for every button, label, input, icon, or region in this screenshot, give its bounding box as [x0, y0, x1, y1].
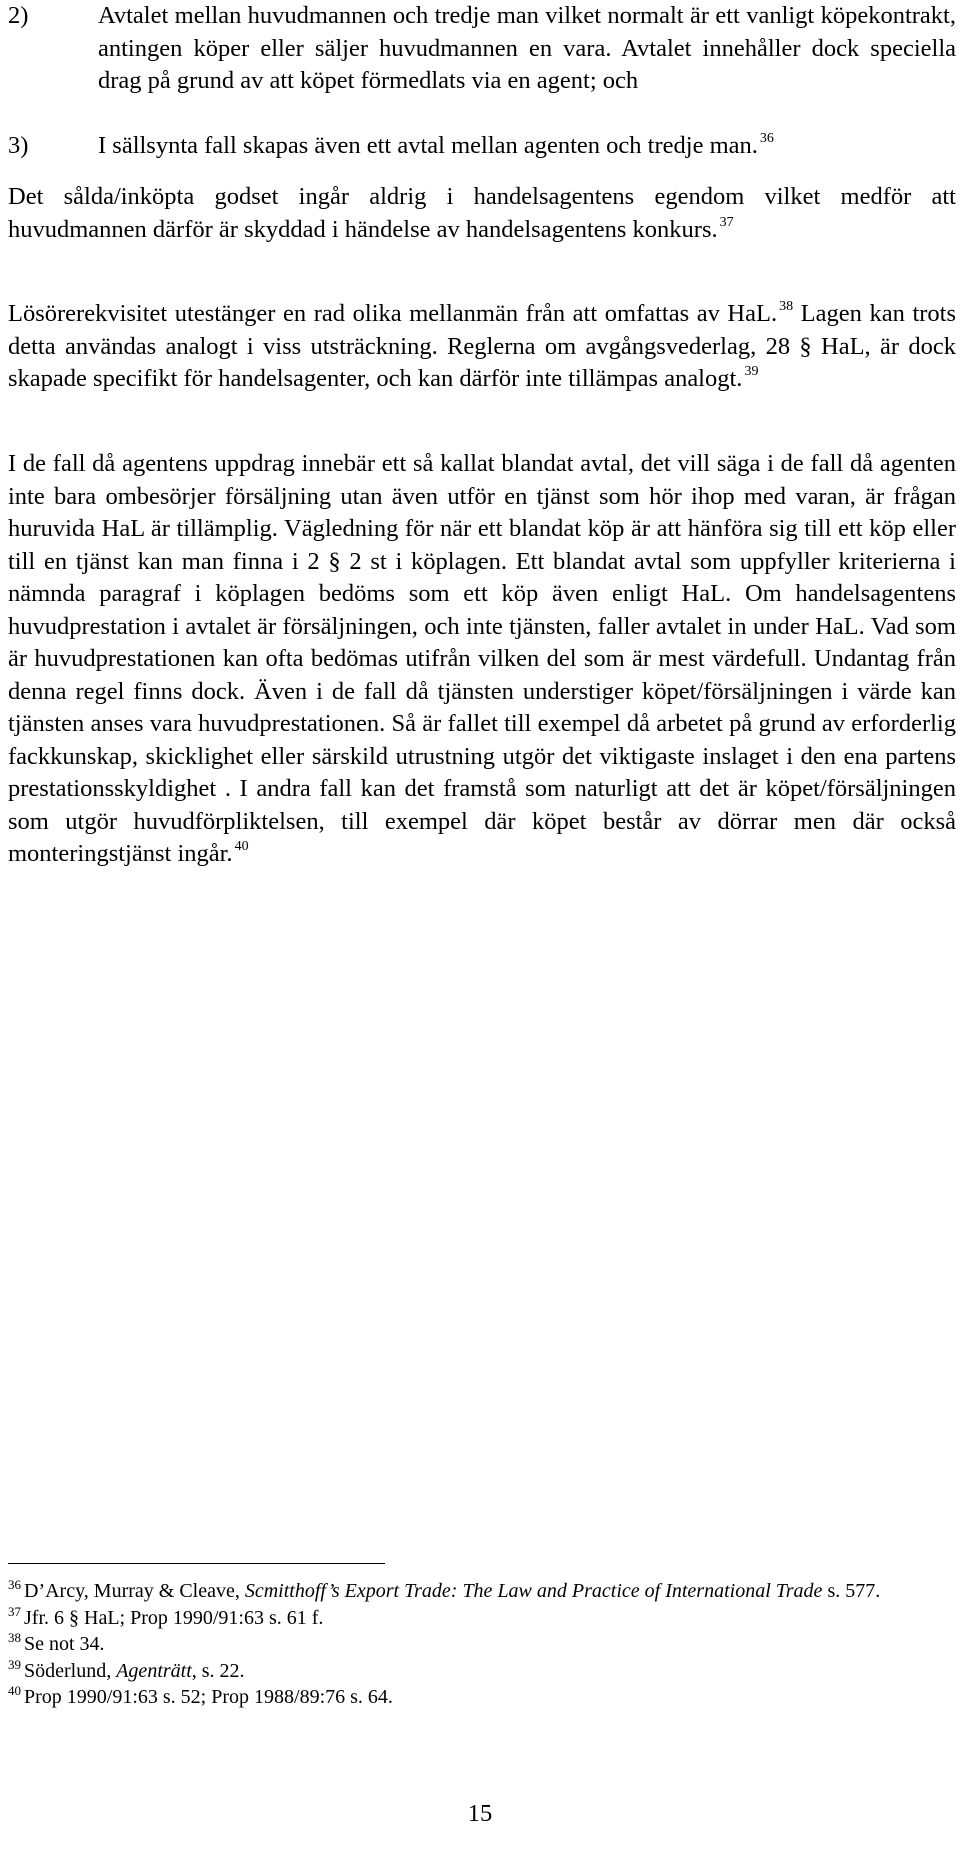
footnote-ref[interactable]: 40: [234, 839, 249, 854]
footnote-number: 36: [8, 1577, 21, 1592]
footnote-number: 40: [8, 1683, 21, 1698]
footnote-text: D’Arcy, Murray & Cleave,: [24, 1580, 245, 1602]
footnote-title: Agenträtt: [116, 1659, 192, 1682]
footnote-number: 39: [8, 1656, 21, 1672]
footnote-36: [8, 1578, 948, 1605]
footnote-separator: [8, 1563, 385, 1564]
footnote-number: 38: [8, 1630, 21, 1645]
paragraph-text: Det sålda/inköpta godset ingår aldrig i handelsagentens egendom vilket medför att huvudmannen därför är skyddad i händelse av handelsagentens konkurs.: [8, 183, 956, 243]
footnote-40: [8, 1684, 948, 1711]
paragraph-text: Lösörerekvisitet utestänger en rad olika mellanmän från att omfattas av HaL.: [8, 300, 778, 327]
list-marker: 2): [8, 2, 29, 29]
paragraph: [8, 448, 956, 871]
footnote-ref[interactable]: 37: [719, 214, 734, 230]
list-item-text: Avtalet mellan huvudmannen och tredje man vilket normalt är ett vanligt köpekontrakt, antingen köper eller säljer huvudmannen en vara. Avtalet innehåller dock speciella drag på grund av att köpet förmedlats via en agent; och: [98, 2, 956, 94]
paragraph-text: Lagen kan trots detta användas analogt i viss utsträckning. Reglerna om avgångsvederlag, 28 § HaL, är dock skapade specifikt för handelsagenter, och kan därför inte tillämpas analogt.: [8, 300, 957, 392]
footnote-text: Jfr. 6 § HaL; Prop 1990/91:63 s. 61 f.: [24, 1606, 324, 1629]
footnote-ref[interactable]: 38: [779, 299, 794, 314]
footnote-38: [8, 1631, 948, 1658]
footnote-text: s. 577.: [822, 1580, 881, 1602]
list-item-text-content: I sällsynta fall skapas även ett avtal mellan agenten och tredje man.: [98, 132, 758, 159]
footnote-text: , s. 22.: [191, 1659, 245, 1682]
list-item-2: [8, 0, 956, 98]
footnote-text: Prop 1990/91:63 s. 52; Prop 1988/89:76 s. 64.: [24, 1686, 393, 1708]
paragraph-text: I de fall då agentens uppdrag innebär ett så kallat blandat avtal, det vill säga i de fall då agenten inte bara ombesörjer försäljning utan även utför en tjänst som hör ihop med varan, är frågan huruvida HaL är tillämplig. Vägledning för när ett blandat köp är att hänföra sig till ett köp eller till en tjänst kan man finna i 2 § 2 st i köplagen. Ett blandat avtal som uppfyller kriterierna i nämnda paragraf i köplagen bedöms som ett köp även enligt HaL. Om handelsagentens huvudprestation i avtalet är försäljningen, och inte tjänsten, faller avtalet in under HaL. Vad som är huvudprestationen kan ofta bedömas utifrån vilken del som är mest värdefull. Undantag från denna regel finns dock. Även i de fall då tjänsten understiger köpet/försäljningen i värde kan tjänsten anses vara huvudprestationen. Så är fallet till exempel då arbetet på grund av erforderlig fackkunskap, skicklighet eller särskild utrustning utgör det viktigaste inslaget i den ena partens prestationsskyldighet . I andra fall kan det framstå som naturligt att det är köpet/försäljningen som utgör huvudförpliktelsen, till exempel där köpet består av dörrar men där också monteringstjänst ingår.: [8, 450, 956, 867]
list-item-3: [8, 130, 956, 163]
page-number: 15: [467, 1800, 493, 1827]
footnote-ref[interactable]: 39: [744, 364, 759, 379]
footnote-number: 37: [8, 1603, 21, 1619]
footnote-37: [8, 1605, 948, 1632]
list-item-text: [98, 130, 956, 163]
paragraph: [8, 298, 956, 396]
footnote-title: Scmitthoff’s Export Trade: The Law and Practice of International Trade: [244, 1580, 823, 1602]
footnote-ref[interactable]: 36: [759, 131, 774, 146]
list-marker: 3): [8, 132, 29, 159]
footnote-text: Se not 34.: [24, 1633, 105, 1655]
footnote-39: [8, 1658, 948, 1685]
footnotes: [8, 1578, 948, 1711]
footnote-text: Söderlund,: [24, 1659, 117, 1682]
paragraph: [8, 181, 956, 246]
